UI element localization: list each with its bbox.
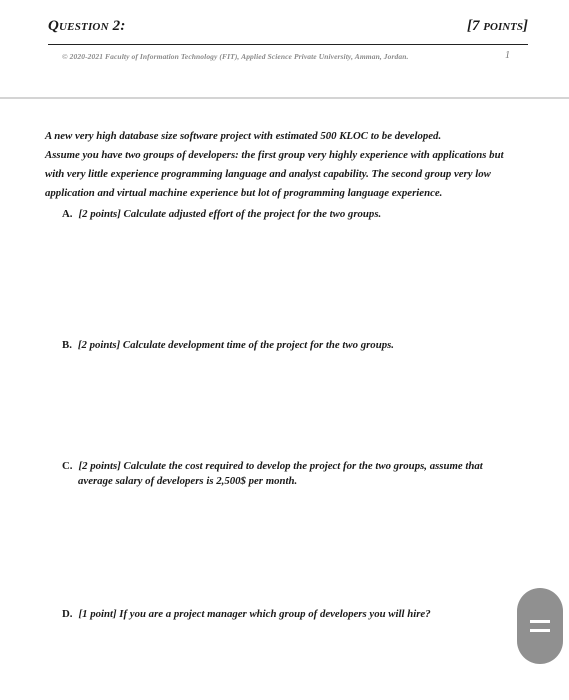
intro-line: application and virtual machine experience but lot of programming language experience. (45, 187, 443, 199)
part-text: [1 point] If you are a project manager which group of developers you will hire? (78, 608, 431, 620)
part-text: [2 points] Calculate development time of the project for the two groups. (77, 339, 394, 351)
part-letter: D. (62, 608, 73, 620)
page-number: 1 (505, 50, 510, 61)
page-separator (0, 97, 569, 99)
copyright-note: © 2020-2021 Faculty of Information Technology (FIT), Applied Science Private University, Amman, Jordan. (62, 52, 409, 61)
grip-lines-icon (530, 620, 550, 632)
part-b (62, 338, 394, 353)
intro-line: with very little experience programming language and analyst capability. The second group very low (45, 168, 491, 180)
part-letter: B. (62, 339, 72, 351)
part-d (62, 607, 431, 622)
intro-line: Assume you have two groups of developers: the first group very highly experience with applications but (45, 149, 504, 161)
header-divider (48, 44, 528, 45)
question-title: Question 2: (48, 18, 126, 34)
part-a (62, 207, 381, 222)
intro-line: A new very high database size software project with estimated 500 KLOC to be developed. (45, 130, 442, 142)
question-points: [7 points] (467, 18, 528, 34)
part-letter: A. (62, 208, 73, 220)
part-c (62, 459, 532, 489)
part-text: [2 points] Calculate adjusted effort of the project for the two groups. (78, 208, 382, 220)
page-header (0, 0, 569, 97)
question-intro (45, 127, 533, 203)
part-text-continued: average salary of developers is 2,500$ per month. (78, 475, 298, 487)
question-header (48, 18, 528, 38)
question-body (45, 127, 533, 203)
part-text: [2 points] Calculate the cost required to develop the project for the two groups, assume that (78, 460, 483, 472)
scroll-handle[interactable] (517, 588, 563, 664)
part-letter: C. (62, 460, 73, 472)
